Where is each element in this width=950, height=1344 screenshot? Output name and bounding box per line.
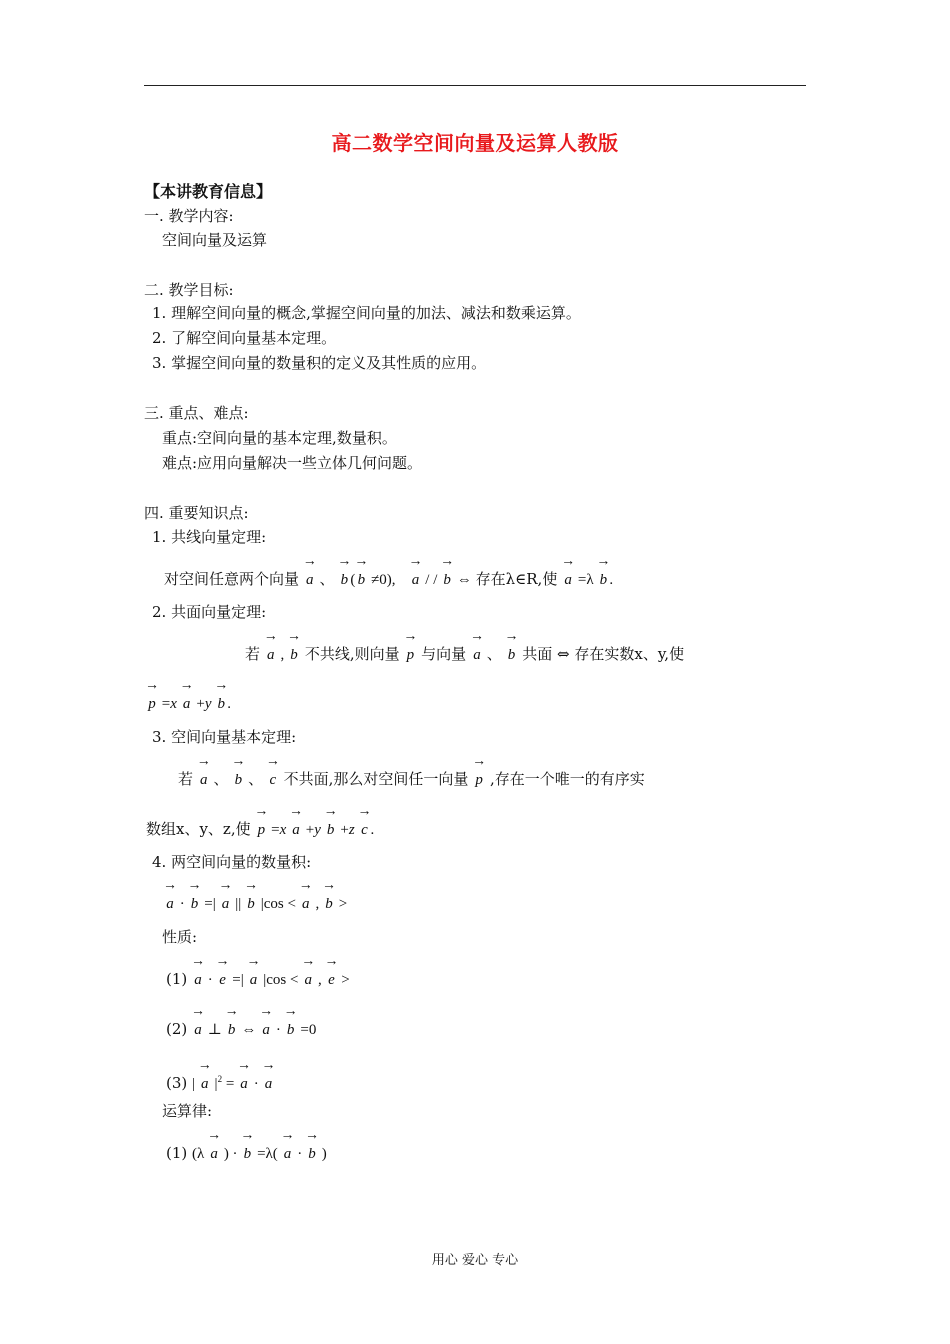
formula: | → a $|^2$ = → a · → a (192, 1076, 275, 1092)
theorem-1-title: 1. 共线向量定理: (152, 528, 267, 546)
property-1 (166, 969, 350, 990)
difficult-point: 难点:应用向量解决一些立体几何问题。 (162, 454, 423, 472)
theorem-2-text: 共面 ⇔ 存在实数x、y,使 (522, 645, 685, 663)
property-2 (166, 1019, 316, 1040)
theorem-3-line-2 (146, 819, 374, 840)
section-2-heading: 二. 教学目标: (144, 281, 234, 299)
theorem-3-prefix: 若 (178, 770, 194, 788)
theorem-3-title: 3. 空间向量基本定理: (152, 728, 297, 746)
formula: → p =x → a +y → b . (146, 694, 231, 714)
document-title: 高二数学空间向量及运算人教版 (331, 131, 619, 155)
objective-item: 2. 了解空间向量基本定理。 (152, 329, 337, 347)
formula: (λ → a ) · → b =λ( → a · → b ) (192, 1146, 327, 1162)
theorem-2-prefix: 若 (245, 645, 261, 663)
objective-item: 1. 理解空间向量的概念,掌握空间向量的加法、减法和数乘运算。 (152, 304, 581, 322)
laws-label: 运算律: (162, 1102, 213, 1120)
theorem-2-text: 不共线,则向量 (304, 645, 400, 663)
theorem-3-text: 不共面,那么对空间任一向量 (283, 770, 469, 788)
law-1 (166, 1143, 327, 1164)
theorem-2-title: 2. 共面向量定理: (152, 603, 267, 621)
properties-label: 性质: (162, 928, 198, 946)
law-number: (1) (166, 1144, 188, 1162)
formula: → a , → b (265, 647, 300, 663)
theorem-1-statement (164, 569, 613, 590)
formula: → a · → b =| → a || → b |cos < → a , → b > (164, 894, 347, 914)
key-point: 重点:空间向量的基本定理,数量积。 (162, 429, 397, 447)
property-3 (166, 1069, 275, 1094)
theorem-1-prefix: 对空间任意两个向量 (164, 570, 300, 588)
formula: → a 、 → b (→ b ≠0),→ a / / → b ⇔ (304, 572, 476, 588)
page-footer: 用心 爱心 专心 (431, 1253, 519, 1268)
theorem-1-tail: 存在λ∈R,使 (475, 570, 558, 588)
header-rule (144, 85, 806, 86)
theorem-3-text: ,存在一个唯一的有序实 (489, 770, 645, 788)
property-number: (3) (166, 1074, 188, 1092)
theorem-2-statement (245, 644, 684, 665)
formula: → a =λ → b . (562, 572, 613, 588)
property-number: (1) (166, 970, 188, 988)
formula: → a ⊥ → b ⇔ → a · → b =0 (192, 1022, 316, 1038)
section-1-heading: 一. 教学内容: (144, 207, 234, 225)
theorem-4-title: 4. 两空间向量的数量积: (152, 853, 312, 871)
formula: → p (473, 772, 485, 788)
section-header: 【本讲教育信息】 (144, 182, 273, 201)
formula: → p =x → a +y → b +z → c . (255, 822, 374, 838)
formula: → a 、 → b 、 → c (198, 772, 279, 788)
section-3-heading: 三. 重点、难点: (144, 404, 249, 422)
property-number: (2) (166, 1020, 188, 1038)
theorem-3-text: 数组x、y、z,使 (146, 820, 251, 838)
formula: → p (404, 647, 416, 663)
objective-item: 3. 掌握空间向量的数量积的定义及其性质的应用。 (152, 354, 487, 372)
theorem-2-text: 与向量 (421, 645, 467, 663)
formula: → a 、 → b (471, 647, 518, 663)
formula: → a · → e =| → a |cos < → a , → e > (192, 972, 350, 988)
theorem-3-statement (178, 769, 645, 790)
section-1-body: 空间向量及运算 (162, 231, 268, 249)
section-4-heading: 四. 重要知识点: (144, 504, 249, 522)
